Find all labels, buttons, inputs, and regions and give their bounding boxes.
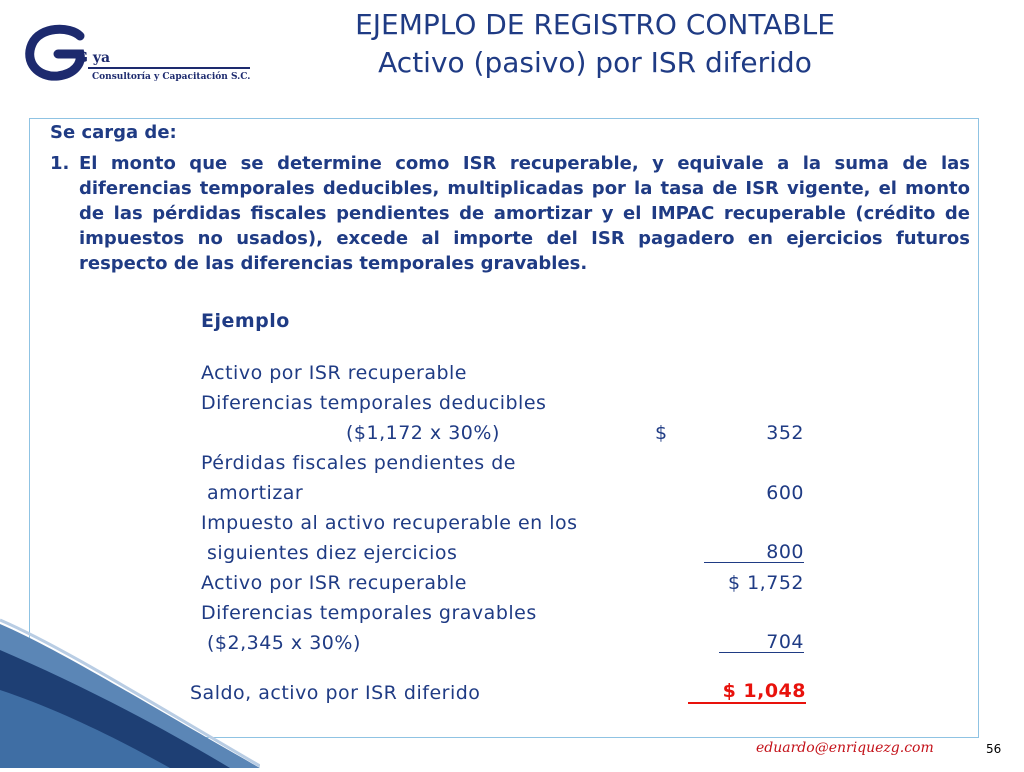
example-row-label: Activo por ISR recuperable [201, 362, 467, 384]
contact-email: eduardo@enriquezg.com [756, 740, 934, 756]
logo-g-mark [30, 29, 81, 76]
title-line-2: Activo (pasivo) por ISR diferido [378, 46, 812, 79]
example-row-label: Impuesto al activo recuperable en los [201, 512, 578, 534]
example-row-label: amortizar [207, 482, 304, 504]
slide-title [250, 6, 940, 82]
example-row-label: Activo por ISR recuperable [201, 572, 467, 594]
example-row-label: Diferencias temporales deducibles [201, 392, 547, 414]
item-text: El monto que se determine como ISR recuperable, y equivale a la suma de las diferencias temporales deducibles, multiplicadas por la tasa de ISR vigente, el monto de las pérdidas fiscales pendientes de amortizar y el IMPAC recuperable (crédito de impuestos no usados), excede al importe del ISR pagadero en ejercicios futuros respecto de las diferencias temporales gravables. [79, 153, 970, 274]
example-row-label: ($1,172 x 30%) [346, 422, 500, 444]
example-row-amount: 600 [766, 482, 804, 504]
page-number: 56 [986, 742, 1002, 756]
item-number: 1. [50, 153, 70, 174]
example-row-label: siguientes diez ejercicios [207, 542, 458, 564]
example-title: Ejemplo [201, 310, 290, 332]
example-row-label: Pérdidas fiscales pendientes de [201, 452, 516, 474]
currency-sign: $ [655, 422, 668, 444]
total-amount: $ 1,048 [688, 680, 806, 704]
subtotal-amount: $ 1,752 [727, 572, 804, 594]
corner-swoosh-decoration [0, 590, 260, 768]
logo-letters: G ya [76, 50, 111, 66]
example-row-label: ($2,345 x 30%) [207, 632, 361, 654]
example-row-amount: 704 [719, 632, 804, 653]
section-heading: Se carga de: [50, 122, 177, 143]
example-row-label: Diferencias temporales gravables [201, 602, 537, 624]
example-row-amount: 800 [704, 542, 804, 563]
logo-subtitle: Consultoría y Capacitación S.C. [92, 72, 251, 82]
title-line-1: EJEMPLO DE REGISTRO CONTABLE [355, 8, 835, 41]
total-label: Saldo, activo por ISR diferido [190, 682, 481, 704]
numbered-paragraph [50, 151, 970, 276]
example-row-amount: 352 [766, 422, 804, 444]
